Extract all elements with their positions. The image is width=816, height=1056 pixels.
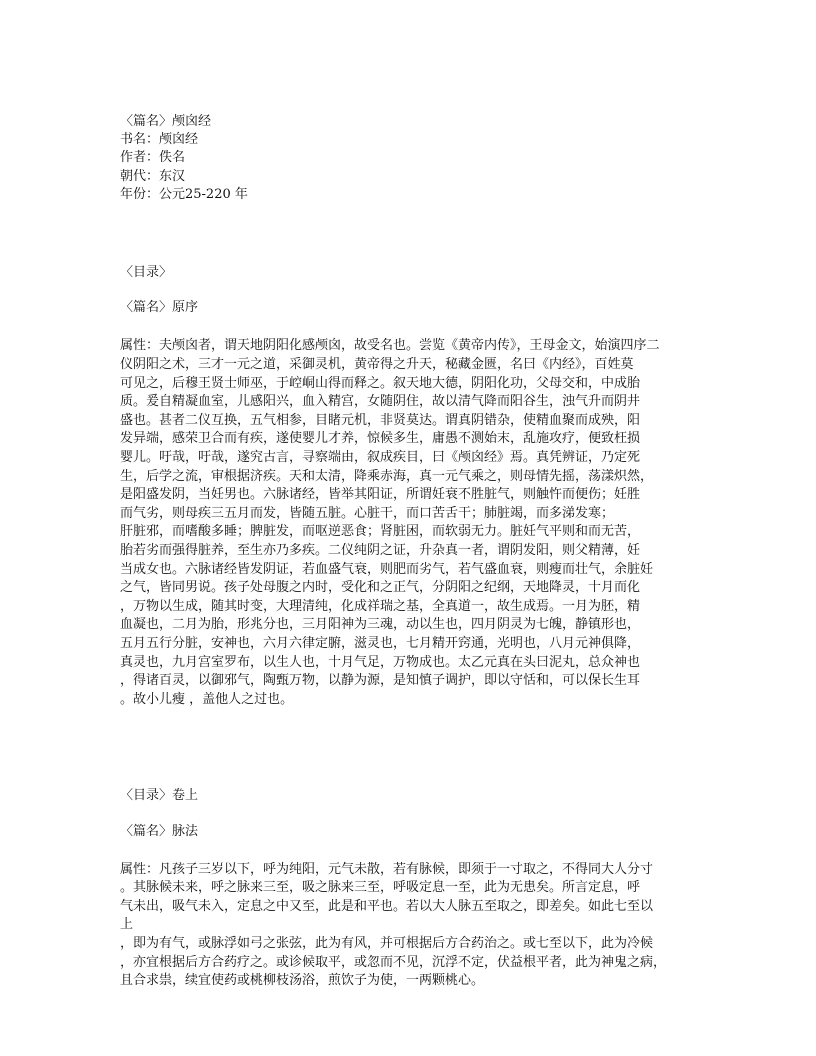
paragraph-line: 肝脏邪，而嗜酸多睡；脾脏发，而呕逆恶食；肾脏困，而软弱无力。脏妊气平则和而无苦，	[120, 524, 641, 540]
section-preface	[120, 264, 700, 709]
paragraph-line: 婴儿。吁哉，吁哉，遂究古言，寻察端由，叙成疾目，曰《颅囟经》焉。真凭辨证，乃定死	[120, 449, 641, 465]
paragraph-line: ，即为有气，或脉浮如弓之张弦，此为有风，并可根据后方合药治之。或七至以下，此为冷候	[120, 936, 654, 952]
paragraph-line: 仪阴阳之术，三才一元之道，采御灵机，黄帝得之升天，秘藏金匮，名曰《内经》，百姓莫	[120, 357, 634, 373]
paragraph-line: 生，后学之流，审根据济疾。天和太清，降乘赤海，真一元气乘之，则母情先摇，荡漾炽然，	[120, 468, 654, 484]
author: 作者：佚名	[120, 150, 186, 166]
paragraph-line: 之气，皆同男说。孩子处母腹之内时，受化和之正气，分阴阳之纪纲，天地降灵，十月而化	[120, 580, 641, 596]
paragraph-line: 。其脉候未来，呼之脉来三至，吸之脉来三至，呼吸定息一至，此为无患矣。所言定息，呼	[120, 880, 641, 896]
book-title: 书名：颅囟经	[120, 132, 199, 148]
dynasty: 朝代：东汉	[120, 168, 186, 184]
toc-label: 〈目录〉卷上	[120, 788, 199, 804]
year: 年份：公元25-220 年	[120, 186, 248, 202]
paragraph-line: 当成女也。六脉诸经皆发阴证，若血盛气衰，则肥而劣气，若气盛血衰，则瘦而壮气，余脏妊	[120, 561, 654, 577]
paragraph-line: ，得诸百灵，以御邪气，陶甄万物，以静为源，是知慎子调护，即以守恬和，可以保长生耳	[120, 673, 641, 689]
paragraph-line: 五月五行分脏，安神也，六月六律定腑，滋灵也，七月精开窍通，光明也，八月元神俱降，	[120, 635, 641, 651]
paragraph-line: 属性：夫颅囟者，谓天地阴阳化感颅囟，故受名也。尝览《黄帝内传》，王母金文，始演四序二	[120, 338, 660, 354]
paragraph-line: 发异端，感荣卫合而有疾，遂使婴儿才养，惊候多生，庸愚不测始末，乱施攻疗，便致枉损	[120, 431, 641, 447]
paragraph-line: 而气劣，则母疾三五月而发，皆随五脏。心脏干，而口苦舌干；肺脏竭，而多涕发寒；	[120, 505, 615, 521]
paragraph-line: 是阳盛发阴，当妊男也。六脉诸经，皆举其阳证，所谓妊衰不胜脏气，则触忤而便伤；妊胜	[120, 487, 641, 503]
paragraph-line: 真灵也，九月宫室罗布，以生人也，十月气足，万物成也。太乙元真在头曰泥丸，总众神也	[120, 654, 641, 670]
toc-label: 〈目录〉	[120, 265, 173, 281]
paragraph-line: 胎若劣而强得脏养，至生亦乃多疾。二仪纯阴之证，升杂真一者，谓阴发阳，则父精薄，妊	[120, 542, 641, 558]
paragraph-line: 可见之，后穆王贤士师巫，于崆峒山得而释之。叙天地大德，阴阳化功，父母交和，中成胎	[120, 375, 641, 391]
section-pulse-method	[120, 787, 700, 991]
paragraph-line: ，万物以生成，随其时变，大理清纯，化成祥瑞之基，全真道一，故生成焉。一月为胚，精	[120, 598, 641, 614]
paragraph-line: 属性：凡孩子三岁以下，呼为纯阳，元气未散，若有脉候，即须于一寸取之，不得同大人分寸	[120, 861, 654, 877]
paragraph-line: 且合求祟，续宜使药或桃柳枝汤浴，煎饮子为使，一两颗桃心。	[120, 973, 485, 989]
paragraph-line: 盛也。甚者二仪互换，五气相参，目睹元机，非贤莫达。谓真阴错杂，使精血聚而成殃，阳	[120, 412, 641, 428]
paragraph-line: 血凝也，二月为胎，形兆分也，三月阳神为三魂，动以生也，四月阴灵为七魄，静镇形也，	[120, 617, 641, 633]
document-page	[120, 113, 700, 991]
paragraph-line: 上	[120, 917, 134, 933]
paragraph	[120, 337, 700, 709]
chapter-label: 〈篇名〉颅囟经	[120, 114, 212, 129]
chapter-label: 〈篇名〉原序	[120, 300, 199, 316]
book-header	[120, 113, 700, 204]
chapter-label: 〈篇名〉脉法	[120, 823, 199, 839]
paragraph-line: 气未出，吸气未入，定息之中又至，此是和平也。若以大人脉五至取之，即差矣。如此七至以	[120, 898, 654, 914]
paragraph-line: 质。爰自精凝血室，儿感阳兴，血入精宫，女随阴住，故以清气降而阳谷生，浊气升而阴井	[120, 394, 641, 410]
paragraph-line: 。故小儿瘦 ，盖他人之过也。	[120, 691, 294, 707]
paragraph-line: ，亦宜根据后方合药疗之。或诊候取平，或忽而不见，沉浮不定，伏益根平者，此为神鬼之病，	[120, 954, 667, 970]
paragraph	[120, 861, 700, 991]
